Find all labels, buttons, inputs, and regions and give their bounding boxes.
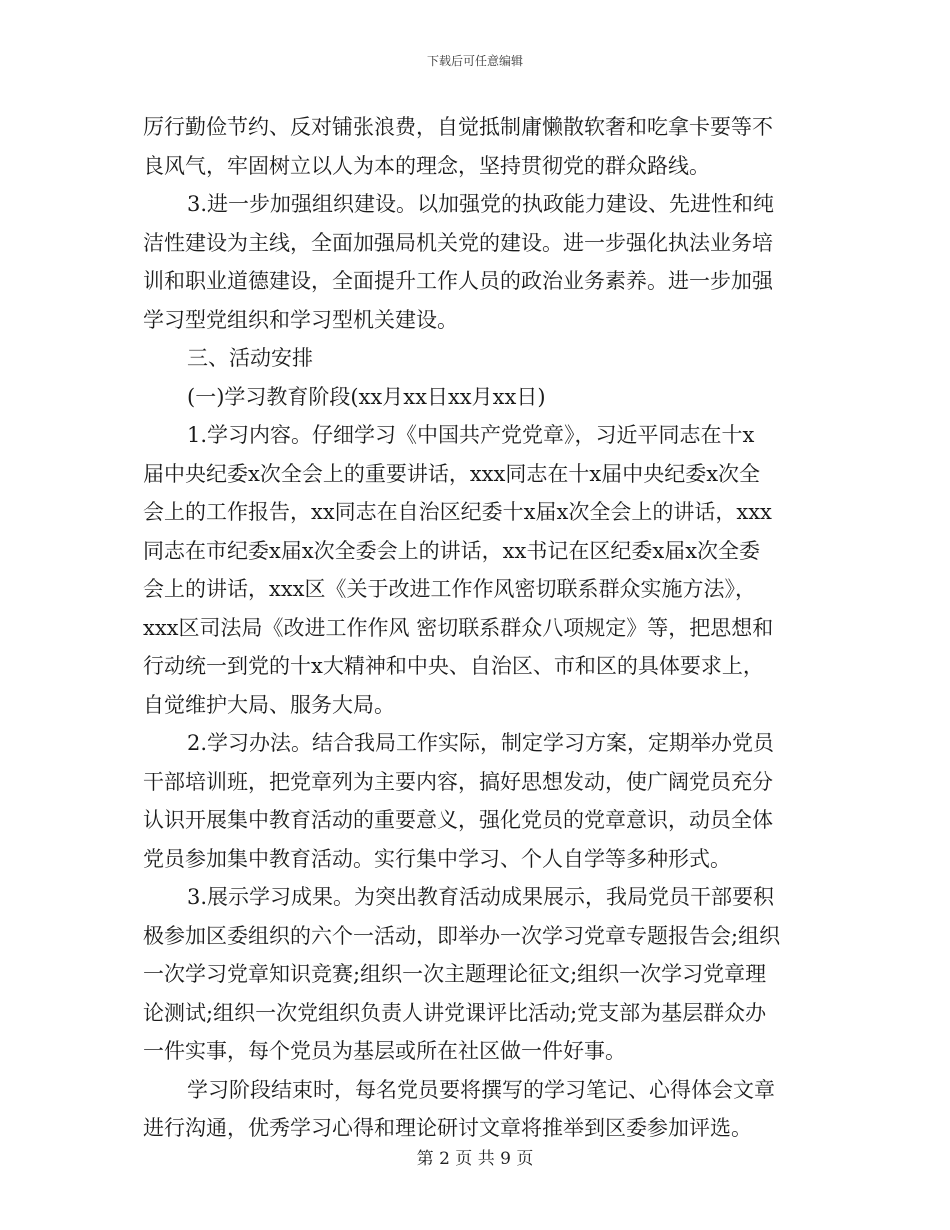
text-line: 三、活动安排 xyxy=(187,346,313,370)
text-line: 2.学习办法。结合我局工作实际，制定学习方案，定期举办党员 xyxy=(187,731,775,755)
text-line: 论测试;组织一次党组织负责人讲党课评比活动;党支部为基层群众办 xyxy=(143,1000,767,1025)
text-line: 3.展示学习成果。为突出教育活动成果展示，我局党员干部要积 xyxy=(187,885,775,909)
text-line: 进行沟通，优秀学习心得和理论研讨文章将推举到区委参加评选。 xyxy=(143,1116,752,1140)
text-line: 学习阶段结束时，每名党员要将撰写的学习笔记、心得体会文章 xyxy=(187,1077,775,1102)
text-line: 认识开展集中教育活动的重要意义，强化党员的党章意识，动员全体 xyxy=(143,808,773,832)
text-line: 同志在市纪委x届x次全委会上的讲话，xx书记在区纪委x届x次全委 xyxy=(143,538,761,563)
document-body xyxy=(143,108,811,1148)
page-number: 第 2 页 共 9 页 xyxy=(416,1149,534,1169)
page-header: 下载后可任意编辑 xyxy=(426,54,523,68)
text-line: 训和职业道德建设，全面提升工作人员的政治业务素养。进一步加强 xyxy=(143,269,773,293)
text-line: 学习型党组织和学习型机关建设。 xyxy=(143,307,458,332)
text-line: 1.学习内容。仔细学习《中国共产党党章》，习近平同志在十x xyxy=(187,423,755,447)
text-line: 厉行勤俭节约、反对铺张浪费，自觉抵制庸懒散软奢和吃拿卡要等不 xyxy=(143,115,773,139)
text-line: 干部培训班，把党章列为主要内容，搞好思想发动，使广阔党员充分 xyxy=(143,769,773,794)
text-line: 自觉维护大局、服务大局。 xyxy=(143,692,395,717)
text-line: 党员参加集中教育活动。实行集中学习、个人自学等多种形式。 xyxy=(143,846,731,871)
text-line: 极参加区委组织的六个一活动，即举办一次学习党章专题报告会;组织 xyxy=(143,923,781,948)
text-line: 一次学习党章知识竞赛;组织一次主题理论征文;组织一次学习党章理 xyxy=(143,962,767,986)
text-line: 会上的讲话，xxx区《关于改进工作作风密切联系群众实施方法》， xyxy=(143,577,757,601)
text-line: 届中央纪委x次全会上的重要讲话，xxx同志在十x届中央纪委x次全 xyxy=(143,461,761,486)
text-line: xxx区司法局《改进工作作风 密切联系群众八项规定》等，把思想和 xyxy=(143,615,774,640)
text-line: 会上的工作报告，xx同志在自治区纪委十x届x次全会上的讲话，xxx xyxy=(143,500,772,524)
text-line: 3.进一步加强组织建设。以加强党的执政能力建设、先进性和纯 xyxy=(187,192,775,216)
text-line: 一件实事，每个党员为基层或所在社区做一件好事。 xyxy=(143,1039,626,1063)
text-line: 良风气，牢固树立以人为本的理念，坚持贯彻党的群众路线。 xyxy=(143,153,710,178)
text-line: 洁性建设为主线，全面加强局机关党的建设。进一步强化执法业务培 xyxy=(143,230,773,255)
text-line: 行动统一到党的十x大精神和中央、自治区、市和区的具体要求上， xyxy=(143,654,764,678)
text-line: (一)学习教育阶段(xx月xx日xx月xx日) xyxy=(187,384,546,409)
